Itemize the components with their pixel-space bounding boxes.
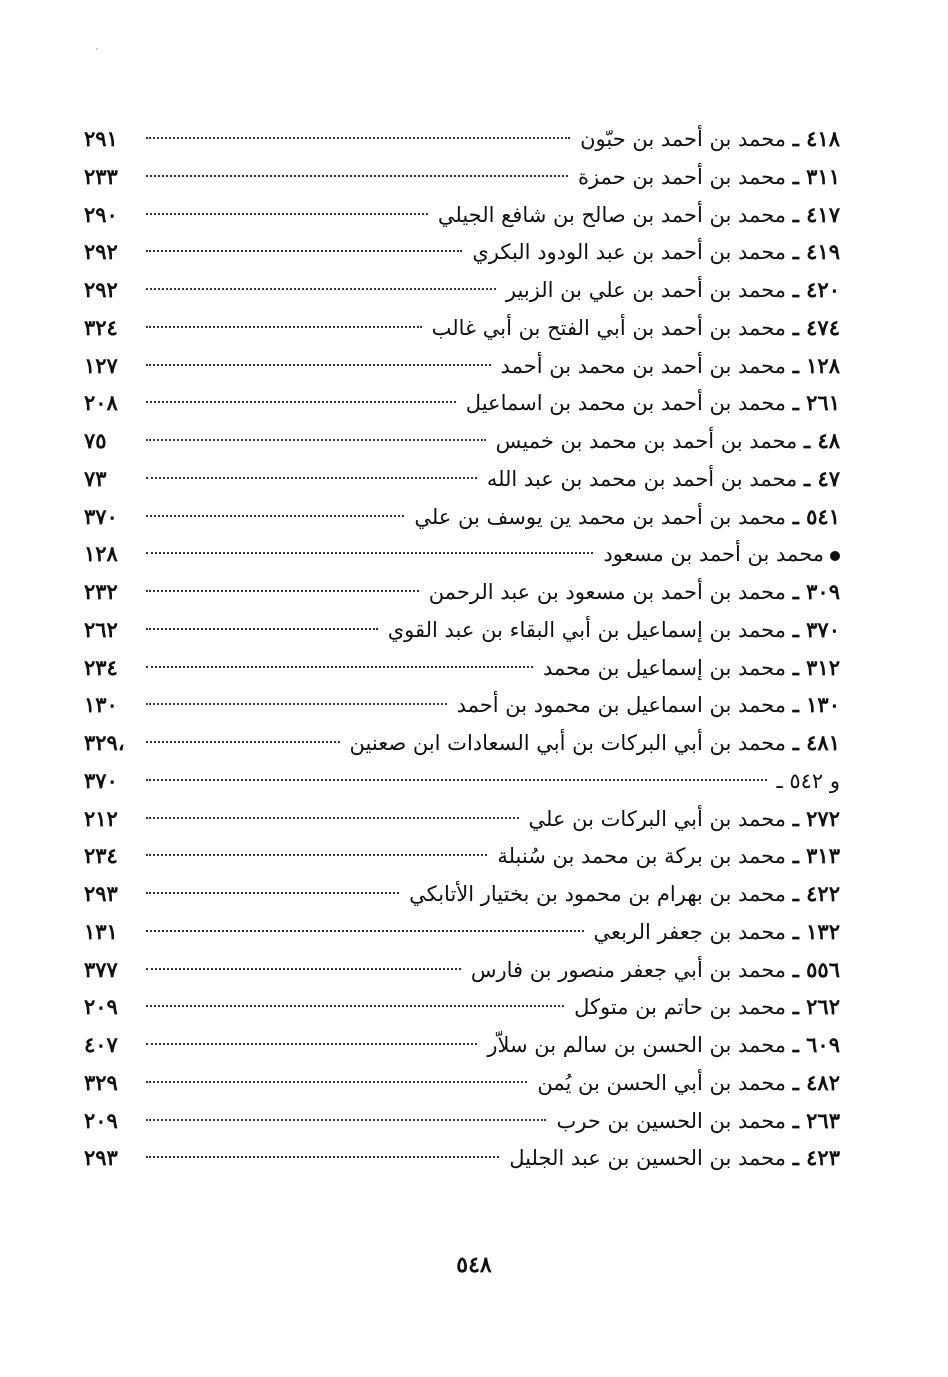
- index-entry: [84, 800, 840, 838]
- entry-number: ٢٦١ ـ: [792, 390, 840, 416]
- entry-page: ٢٣٣: [84, 163, 118, 189]
- entry-name: محمد بن أحمد بن حمزة: [577, 164, 786, 189]
- dot-leader: [146, 1005, 564, 1007]
- entry-text: [773, 763, 841, 801]
- entry-page: ١٢٨: [84, 541, 118, 567]
- entry-page: ٢٩٣: [84, 1145, 118, 1171]
- entry-text: [590, 913, 840, 952]
- dot-leader: [146, 515, 404, 517]
- dot-leader: [146, 590, 419, 592]
- entry-page: ٣٢٤: [84, 314, 118, 340]
- entry-page: ١٣٠: [84, 692, 118, 718]
- index-entry: [84, 1139, 840, 1177]
- entry-number: ٣١٣ ـ: [792, 843, 840, 869]
- entry-number: ٥٤١ ـ: [792, 503, 840, 529]
- dot-leader: [146, 779, 767, 781]
- index-entry: [84, 611, 840, 649]
- entry-page: ١٣١: [84, 918, 118, 944]
- entry-text: [552, 1102, 840, 1141]
- index-entry: [84, 1102, 840, 1140]
- dot-leader: [146, 326, 422, 328]
- entry-page: ٧٣: [84, 465, 107, 491]
- entry-name: محمد بن أبي البركات بن علي: [528, 806, 786, 831]
- entry-name: محمد بن اسماعيل بن محمود بن أحمد: [456, 693, 786, 718]
- entry-page: ٢٠٩: [84, 1107, 118, 1133]
- entry-name: محمد بن أبي البركات بن أبي السعادات ابن صعنين: [349, 731, 786, 755]
- dot-leader: [146, 741, 340, 743]
- entry-number: ٤١٨ ـ: [792, 126, 840, 151]
- entry-page: ٣٢٩: [84, 1069, 118, 1095]
- entry-name: محمد بن الحسين بن عبد الجليل: [509, 1146, 786, 1171]
- index-entry: [84, 762, 840, 800]
- entry-text: [468, 233, 840, 272]
- index-entry: [84, 422, 840, 460]
- entry-name: محمد بن أحمد بن محمد بن أحمد: [500, 353, 786, 378]
- dot-leader: [146, 175, 568, 177]
- entry-text: [384, 611, 840, 650]
- index-entry: [84, 875, 840, 913]
- entry-page: ٣٢٩،: [84, 730, 125, 755]
- entry-text: [576, 120, 840, 159]
- entry-name: محمد بن جعفر الربعي: [593, 919, 786, 944]
- entry-number: ٦٠٩ ـ: [792, 1032, 840, 1057]
- entry-text: [493, 837, 840, 876]
- index-entry: [84, 1064, 840, 1102]
- entry-name: محمد بن أبي جعفر منصور بن فارس: [470, 957, 786, 982]
- entry-number: ٤٢٣ ـ: [792, 1145, 840, 1171]
- index-entry: [84, 460, 840, 498]
- entry-page: ٢٣٤: [84, 654, 118, 680]
- dot-leader: [146, 552, 593, 554]
- entry-name: محمد بن أحمد بن صالح بن شافع الجيلي: [437, 202, 786, 227]
- entry-page: ٣٧٠: [84, 503, 118, 529]
- entry-text: [539, 649, 840, 688]
- dot-leader: [146, 213, 428, 215]
- dot-leader: [146, 817, 519, 819]
- index-entry: [84, 347, 840, 385]
- index-entry: [84, 498, 840, 536]
- entry-number: ٣١٢ ـ: [792, 654, 840, 680]
- entry-page: ٢٠٩: [84, 994, 118, 1020]
- entry-text: [574, 158, 840, 197]
- index-entry: [84, 1026, 840, 1064]
- dot-leader: [146, 930, 584, 932]
- entry-page: ٢٠٨: [84, 390, 118, 416]
- index-entry: [84, 196, 840, 234]
- entry-name: محمد بن الحسين بن حرب: [556, 1108, 786, 1133]
- index-entry: [84, 686, 840, 724]
- entry-name: محمد بن حاتم بن متوكل: [574, 995, 786, 1020]
- dot-leader: [146, 439, 486, 441]
- entry-number: ٤٨٢ ـ: [792, 1069, 840, 1095]
- entry-number: ٣٧٠ ـ: [792, 616, 840, 642]
- entry-name: محمد بن أحمد بن عبد الودود البكري: [472, 240, 786, 265]
- entry-number: ٣٠٩ ـ: [792, 579, 840, 604]
- entry-number: ٤١٧ ـ: [792, 201, 840, 227]
- entry-name: محمد بن إسماعيل بن محمد: [542, 655, 786, 680]
- entry-page: ٢١٢: [84, 805, 118, 831]
- entry-text: [405, 875, 840, 914]
- entry-text: [483, 1026, 840, 1065]
- dot-leader: [146, 1156, 499, 1158]
- entry-text: [599, 536, 840, 574]
- entry-page: ٢٦٢: [84, 616, 118, 642]
- entry-name: محمد بن أحمد بن مسعود بن عبد الرحمن: [428, 580, 786, 604]
- dot-leader: [146, 401, 456, 403]
- index-entry: [84, 384, 840, 422]
- index-list: [84, 120, 840, 1177]
- entry-page: ٣٧٠: [84, 767, 118, 793]
- entry-text: [505, 1139, 840, 1178]
- entry-page: ١٢٧: [84, 352, 118, 378]
- entry-text: [525, 800, 841, 839]
- entry-page: ٢٩٠: [84, 201, 118, 227]
- entry-name: محمد بن بهرام بن محمود بن بختيار الأتابكي: [409, 882, 786, 906]
- entry-page: ٢٩٣: [84, 881, 118, 906]
- entry-number: ٢٧٢ ـ: [792, 805, 840, 831]
- entry-number: ١٢٨ ـ: [792, 352, 840, 378]
- entry-text: [467, 951, 840, 990]
- entry-text: [428, 309, 840, 348]
- entry-name: محمد بن أحمد بن مسعود: [603, 542, 824, 567]
- entry-page: ٢٣٢: [84, 579, 118, 604]
- entry-number: ٢٦٣ ـ: [792, 1107, 840, 1133]
- index-entry: [84, 158, 840, 196]
- entry-text: [483, 460, 840, 499]
- dot-leader: [146, 364, 491, 366]
- entry-name: محمد بن أحمد بن محمد بن اسماعيل: [465, 391, 786, 416]
- entry-page: ٤٠٧: [84, 1032, 118, 1057]
- entry-name: محمد بن الحسن بن سالم بن سلاّر: [487, 1033, 786, 1057]
- entry-number: ٤١٩ ـ: [792, 239, 840, 265]
- entry-name: محمد بن أحمد بن محمد ين يوسف بن علي: [414, 504, 786, 529]
- dot-leader: [146, 250, 462, 252]
- bullet-icon: [830, 551, 840, 561]
- entry-page: ٢٣٤: [84, 843, 118, 869]
- dot-leader: [146, 1119, 546, 1121]
- entry-name: محمد بن أحمد بن حبّون: [580, 127, 786, 151]
- entry-name: محمد بن أحمد بن محمد بن عبد الله: [486, 466, 798, 491]
- dot-leader: [146, 666, 533, 668]
- entry-text: [425, 573, 840, 612]
- dot-leader: [146, 288, 496, 290]
- entry-number: ٤٨١ ـ: [792, 730, 840, 755]
- entry-name: محمد بن إسماعيل بن أبي البقاء بن عبد القوي: [387, 617, 786, 642]
- dot-leader: [146, 1043, 477, 1045]
- entry-number: ٥٥٦ ـ: [792, 956, 840, 982]
- entry-number: ١٣٠ ـ: [792, 692, 840, 718]
- entry-number: ٤٧ ـ: [803, 465, 840, 491]
- entry-number: ١٣٢ ـ: [792, 918, 840, 944]
- entry-name: محمد بن بركة بن محمد بن سُنبلة: [497, 844, 786, 869]
- index-entry: [84, 120, 840, 158]
- entry-page: ٢٩٢: [84, 277, 118, 302]
- dot-leader: [146, 968, 461, 970]
- index-entry: [84, 724, 840, 762]
- entry-text: [570, 988, 840, 1027]
- entry-page: ٢٩١: [84, 126, 118, 151]
- entry-name: و ٥٤٢ ـ: [776, 768, 840, 793]
- index-entry: [84, 988, 840, 1026]
- entry-number: ٤٨ ـ: [803, 428, 840, 453]
- entry-number: ٤٧٤ ـ: [792, 314, 840, 340]
- entry-name: محمد بن أحمد بن علي بن الزبير: [505, 278, 786, 302]
- entry-text: [497, 347, 840, 386]
- index-entry: [84, 233, 840, 271]
- entry-text: [410, 498, 840, 537]
- entry-text: [453, 686, 840, 725]
- dot-leader: [146, 854, 487, 856]
- index-entry: [84, 837, 840, 875]
- entry-text: [434, 196, 840, 235]
- entry-text: [462, 384, 840, 423]
- entry-page: ٢٩٢: [84, 239, 118, 265]
- entry-number: ٣١١ ـ: [792, 163, 840, 189]
- dot-leader: [146, 892, 399, 894]
- entry-text: [502, 271, 840, 310]
- dot-leader: [146, 1081, 527, 1083]
- index-entry: [84, 535, 840, 573]
- entry-page: ٧٥: [84, 428, 107, 453]
- dot-leader: [146, 477, 477, 479]
- dot-leader: [146, 137, 570, 139]
- index-entry: [84, 913, 840, 951]
- dot-leader: [146, 628, 378, 630]
- entry-number: ٤٢٠ ـ: [792, 277, 840, 302]
- index-entry: [84, 649, 840, 687]
- entry-name: محمد بن أحمد بن محمد بن خميس: [495, 429, 798, 453]
- entry-number: ٢٦٢ ـ: [792, 994, 840, 1020]
- index-entry: [84, 271, 840, 309]
- scan-speck: [96, 48, 98, 50]
- entry-text: [533, 1064, 840, 1103]
- index-entry: [84, 309, 840, 347]
- entry-name: محمد بن أبي الحسن بن يُمن: [537, 1070, 786, 1095]
- dot-leader: [146, 703, 447, 705]
- entry-name: محمد بن أحمد بن أبي الفتح بن أبي غالب: [431, 315, 786, 340]
- entry-page: ٣٧٧: [84, 956, 118, 982]
- page-number: ٥٤٨: [456, 1252, 492, 1278]
- entry-number: ٤٢٢ ـ: [792, 881, 840, 906]
- entry-text: [492, 422, 840, 461]
- entry-text: [346, 724, 840, 763]
- index-entry: [84, 573, 840, 611]
- index-entry: [84, 951, 840, 989]
